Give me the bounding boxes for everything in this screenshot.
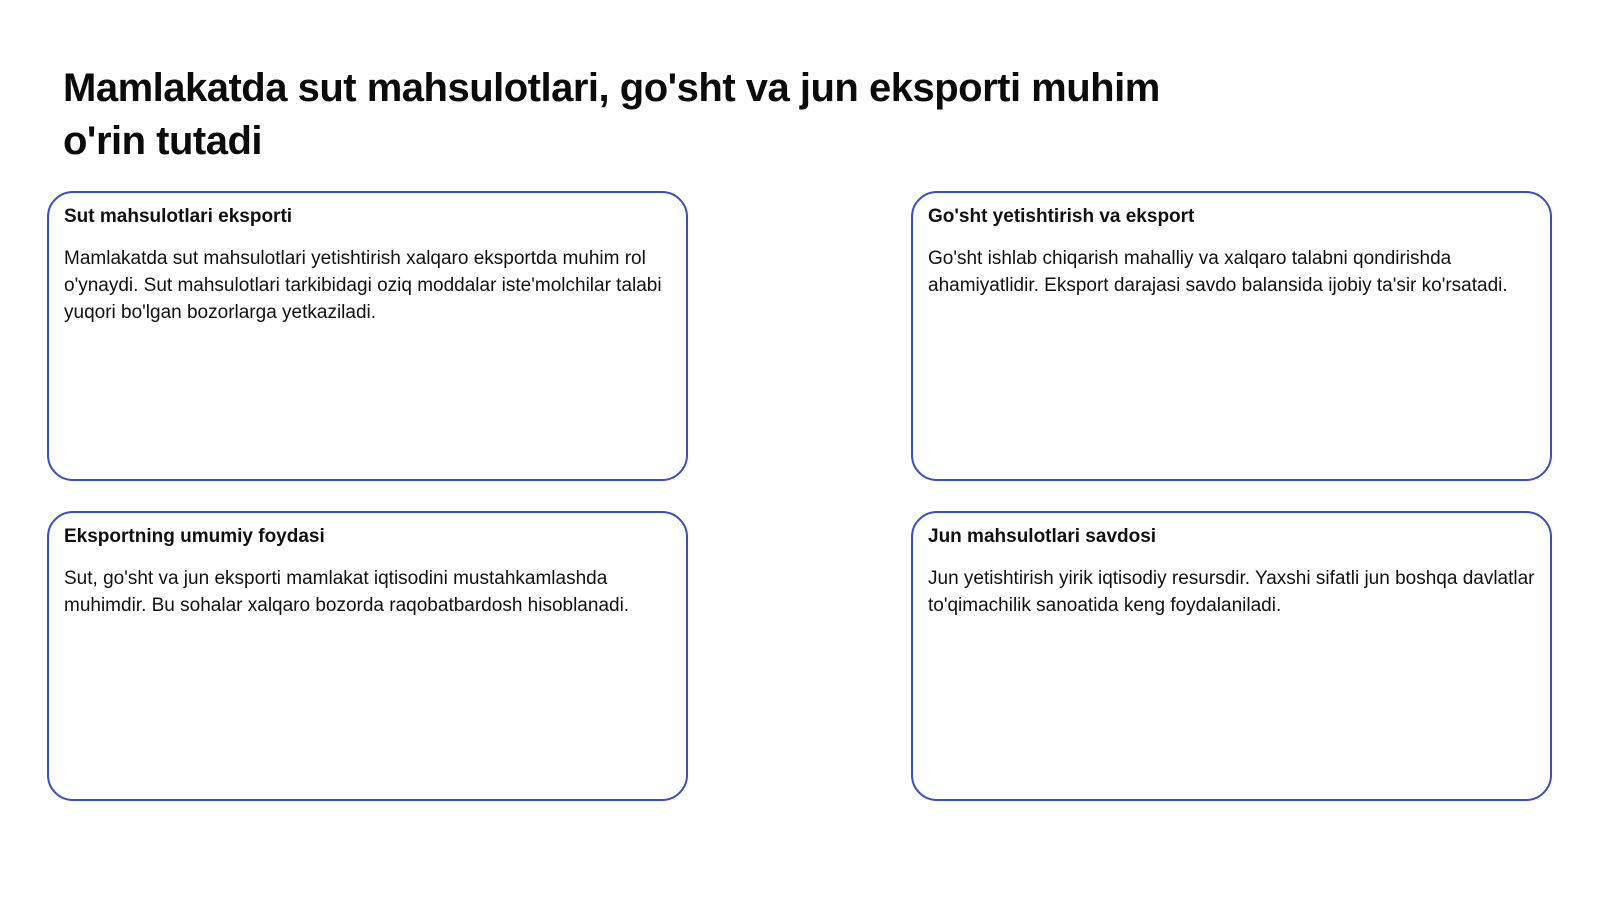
card-title: Jun mahsulotlari savdosi <box>928 526 1157 547</box>
card-dairy-export <box>47 191 688 481</box>
card-text: Go'sht ishlab chiqarish mahalliy va xalqaro talabni qondirishda ahamiyatlidir. Eksport darajasi savdo balansida ijobiy ta'sir ko'rsatadi. <box>928 248 1508 296</box>
card-text: Mamlakatda sut mahsulotlari yetishtirish xalqaro eksportda muhim rol o'ynaydi. Sut mahsulotlari tarkibidagi oziq moddalar iste'molchilar talabi yuqori bo'lgan bozorlarga yetkaziladi. <box>64 248 662 323</box>
card-meat-export <box>911 191 1552 481</box>
card-export-benefit <box>47 511 688 801</box>
card-text: Sut, go'sht va jun eksporti mamlakat iqtisodini mustahkamlashda muhimdir. Bu sohalar xalqaro bozorda raqobatbardosh hisoblanadi. <box>64 568 630 616</box>
card-text: Jun yetishtirish yirik iqtisodiy resursdir. Yaxshi sifatli jun boshqa davlatlar to'qimachilik sanoatida keng foydalaniladi. <box>928 568 1535 616</box>
card-title: Sut mahsulotlari eksporti <box>64 206 293 227</box>
page-title: Mamlakatda sut mahsulotlari, go'sht va jun eksporti muhim o'rin tutadi <box>63 66 1160 163</box>
card-title: Eksportning umumiy foydasi <box>64 526 325 547</box>
card-wool-trade <box>911 511 1552 801</box>
card-title: Go'sht yetishtirish va eksport <box>928 206 1195 227</box>
